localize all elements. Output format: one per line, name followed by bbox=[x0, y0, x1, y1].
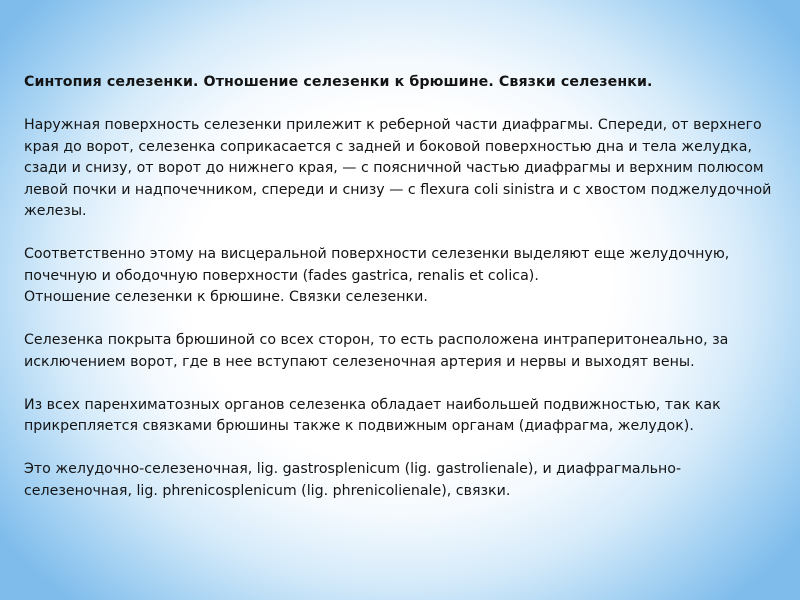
paragraph-ligaments: Это желудочно-селезеночная, lig. gastrosplenicum (lig. gastrolienale), и диафрагмально-селезеночная, lig. phrenicosplenicum (lig. phrenicolienale), связки. bbox=[24, 461, 682, 499]
paragraph-visceral-surfaces: Соответственно этому на висцеральной поверхности селезенки выделяют еще желудочную, почечную и ободочную поверхности (fades gastrica, renalis et colica). bbox=[24, 246, 730, 284]
slide-content bbox=[24, 72, 776, 502]
paragraph-syntopy: Наружная поверхность селезенки прилежит к реберной части диафрагмы. Спереди, от верхнего края до ворот, селезенка соприкасается с задней и боковой поверхностью дна и тела желудка, сзади и снизу, от ворот до нижнего края, — с поясничной частью диафрагмы и верхним полюсом левой почки и надпочечником, спереди и снизу — с flexura coli sinistra и с хвостом поджелудочной железы. bbox=[24, 117, 772, 219]
paragraph-mobility: Из всех паренхиматозных органов селезенка обладает наибольшей подвижностью, так как прикрепляется связками брюшины также к подвижным органам (диафрагма, желудок). bbox=[24, 396, 721, 434]
slide-title: Синтопия селезенки. Отношение селезенки к брюшине. Связки селезенки. bbox=[24, 74, 653, 90]
paragraph-peritoneum-heading: Отношение селезенки к брюшине. Связки селезенки. bbox=[24, 289, 428, 305]
paragraph-peritoneum-coverage: Селезенка покрыта брюшиной со всех сторон, то есть расположена интраперитонеально, за исключением ворот, где в нее вступают селезеночная артерия и нервы и выходят вены. bbox=[24, 332, 729, 370]
